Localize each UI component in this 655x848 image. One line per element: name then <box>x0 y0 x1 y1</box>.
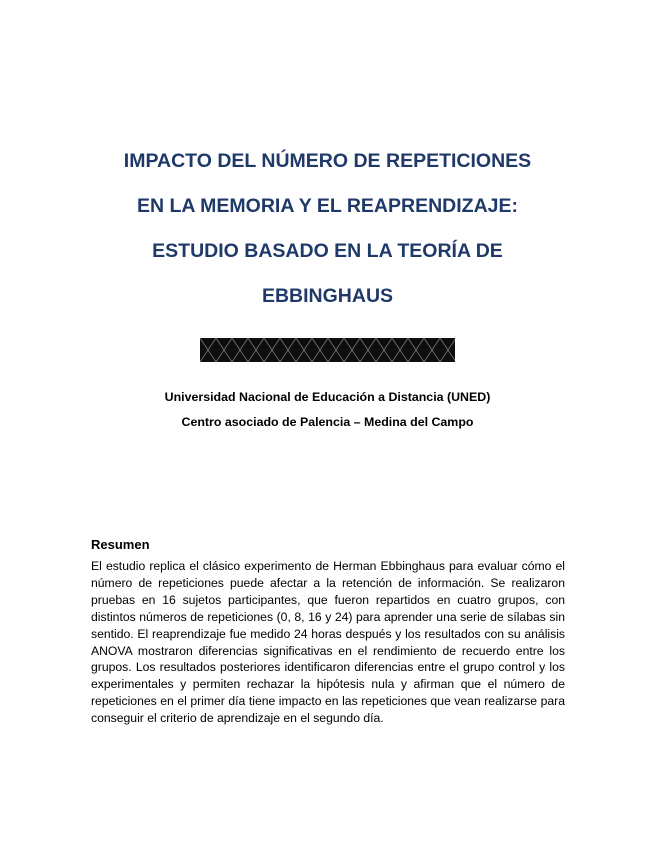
abstract-body: El estudio replica el clásico experimento de Herman Ebbinghaus para evaluar cómo el número de repeticiones puede afectar a la retención de información. Se realizaron pruebas en 16 sujetos participantes, que fueron repartidos en cuatro grupos, con distintos números de repeticiones (0, 8, 16 y 24) para aprender una serie de sílabas sin sentido. El reaprendizaje fue medido 24 horas después y los resultados con su análisis ANOVA mostraron diferencias significativas en el rendimiento de recuerdo entre los grupos. Los resultados posteriores identificaron diferencias entre el grupo control y los experimentales y permiten rechazar la hipótesis nula y afirman que el número de repeticiones en el primer día tiene impacto en las repeticiones que vean realizarse para conseguir el criterio de aprendizaje en el segundo día. <box>91 559 565 726</box>
affiliation-university: Universidad Nacional de Educación a Distancia (UNED) <box>164 390 491 404</box>
title-line-2: EN LA MEMORIA Y EL REAPRENDIZAJE: <box>136 195 519 218</box>
redacted-author-block <box>200 338 455 362</box>
paper-title <box>60 139 595 319</box>
title-line-3: ESTUDIO BASADO EN LA TEORÍA DE <box>152 240 503 263</box>
abstract-heading: Resumen <box>91 537 150 552</box>
redaction-pattern-icon <box>200 338 455 362</box>
affiliation-center: Centro asociado de Palencia – Medina del Campo <box>181 415 474 429</box>
title-line-1: IMPACTO DEL NÚMERO DE REPETICIONES <box>123 150 532 173</box>
title-line-4: EBBINGHAUS <box>261 285 394 308</box>
